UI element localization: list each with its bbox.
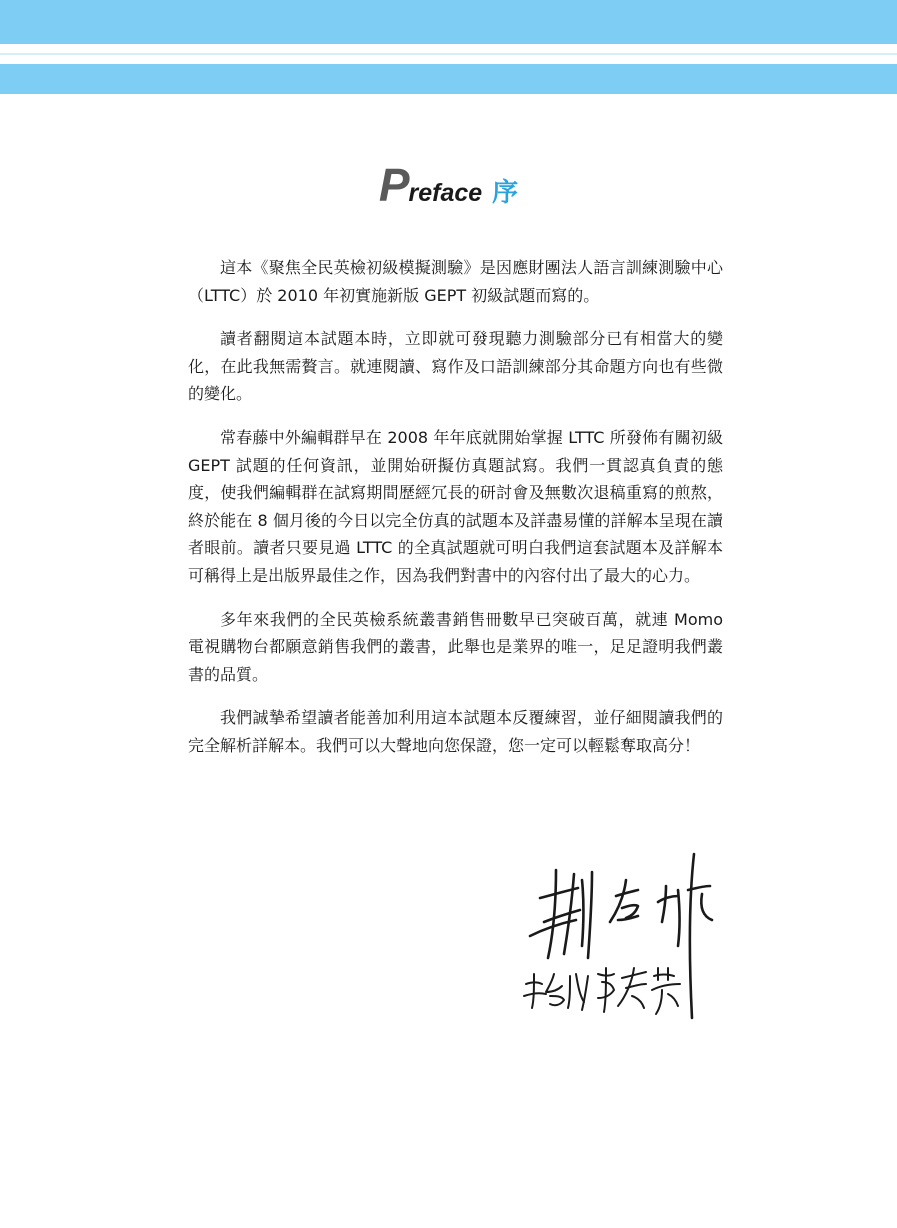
signature-name-strokes xyxy=(530,854,712,1018)
paragraph-2: 讀者翻閱這本試題本時，立即就可發現聽力測驗部分已有相當大的變化，在此我無需贅言。就連閱讀、寫作及口語訓練部分其命題方向也有些微的變化。 xyxy=(188,329,723,404)
handwritten-signature xyxy=(518,850,728,1025)
paragraph-3: 常春藤中外編輯群早在 2008 年年底就開始掌握 LTTC 所發佈有關初級 GEPT 試題的任何資訊，並開始研擬仿真題試寫。我們一貫認真負責的態度，使我們編輯群在試寫期間歷經冗長的研討會及無數次退稿重寫的煎熬，終於能在 8 個月後的今日以完全仿真的試題本及詳盡易懂的詳解本呈現在讀者眼前。讀者只要見過 LTTC 的全真試題就可明白我們這套試題本及詳解本可稱得上是出版界最佳之作，因為我們對書中的內容付出了最大的心力。 xyxy=(188,427,723,585)
preface-body xyxy=(188,254,723,776)
title-word: reface xyxy=(408,179,483,207)
paragraph-4: 多年來我們的全民英檢系統叢書銷售冊數早已突破百萬，就連 Momo 電視購物台都願意銷售我們的叢書，此舉也是業界的唯一，足足證明我們叢書的品質。 xyxy=(188,609,723,684)
page-title xyxy=(0,158,897,212)
signature-place-strokes xyxy=(524,968,680,1014)
header-band-divider xyxy=(0,53,897,55)
paragraph-1: 這本《聚焦全民英檢初級模擬測驗》是因應財團法人語言訓練測驗中心（LTTC）於 2010 年初實施新版 GEPT 初級試題而寫的。 xyxy=(188,258,723,305)
header-band-top xyxy=(0,0,897,44)
title-initial: P xyxy=(378,159,409,211)
paragraph-5: 我們誠摯希望讀者能善加利用這本試題本反覆練習，並仔細閱讀我們的完全解析詳解本。我們可以大聲地向您保證，您一定可以輕鬆奪取高分！ xyxy=(188,708,723,755)
header-band-bottom xyxy=(0,64,897,94)
title-cjk: 序 xyxy=(492,178,519,208)
